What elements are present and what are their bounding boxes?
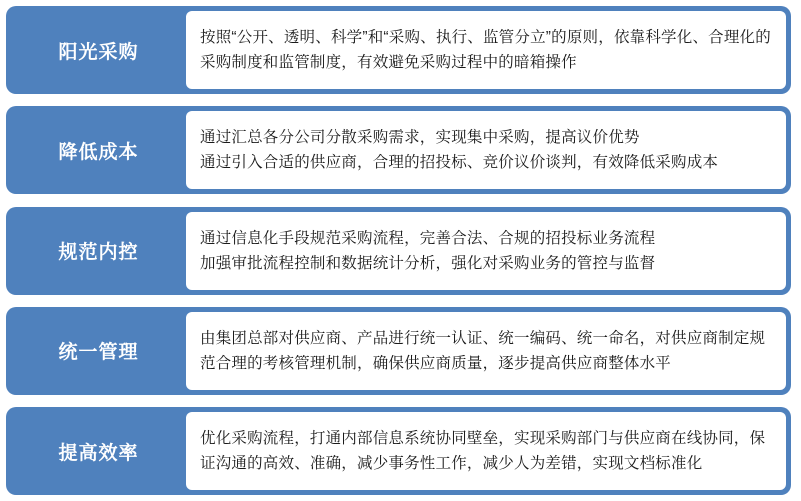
row-label-improve-efficiency: 提高效率 (58, 442, 139, 464)
row-text-line: 按照“公开、透明、科学”和“采购、执行、监管分立”的原则，依靠科学化、合理化的采购制度和监管制度，有效避免采购过程中的暗箱操作 (200, 29, 771, 71)
diagram-row (6, 6, 791, 94)
row-text-line: 通过汇总各分公司分散采购需求，实现集中采购，提高议价优势 (200, 129, 640, 147)
row-text-line: 加强审批流程控制和数据统计分析，强化对采购业务的管控与监督 (200, 254, 656, 272)
row-text-line: 通过引入合适的供应商，合理的招投标、竞价议价谈判，有效降低采购成本 (200, 154, 719, 172)
row-body-reduce-cost (186, 111, 786, 189)
row-body-sunshine-procurement (186, 11, 786, 89)
row-body-improve-efficiency (186, 412, 786, 490)
row-label-sunshine-procurement: 阳光采购 (58, 41, 139, 63)
row-text-line: 通过信息化手段规范采购流程，完善合法、合规的招投标业务流程 (200, 229, 656, 247)
diagram-row (6, 207, 791, 295)
row-body-unified-management (186, 312, 786, 390)
row-label-reduce-cost: 降低成本 (58, 141, 139, 163)
row-text-line: 由集团总部对供应商、产品进行统一认证、统一编码、统一命名，对供应商制定规范合理的考核管理机制，确保供应商质量，逐步提高供应商整体水平 (200, 329, 766, 372)
row-text-line: 优化采购流程，打通内部信息系统协同壁垒，实现采购部门与供应商在线协同，保证沟通的高效、准确，减少事务性工作，减少人为差错，实现文档标准化 (200, 430, 766, 472)
diagram-row (6, 307, 791, 395)
row-label-unified-management: 统一管理 (58, 342, 139, 364)
row-label-standardize-internal-control: 规范内控 (58, 242, 139, 263)
diagram-row (6, 106, 791, 194)
diagram-row (6, 407, 791, 495)
row-body-standardize-internal-control (186, 212, 786, 290)
